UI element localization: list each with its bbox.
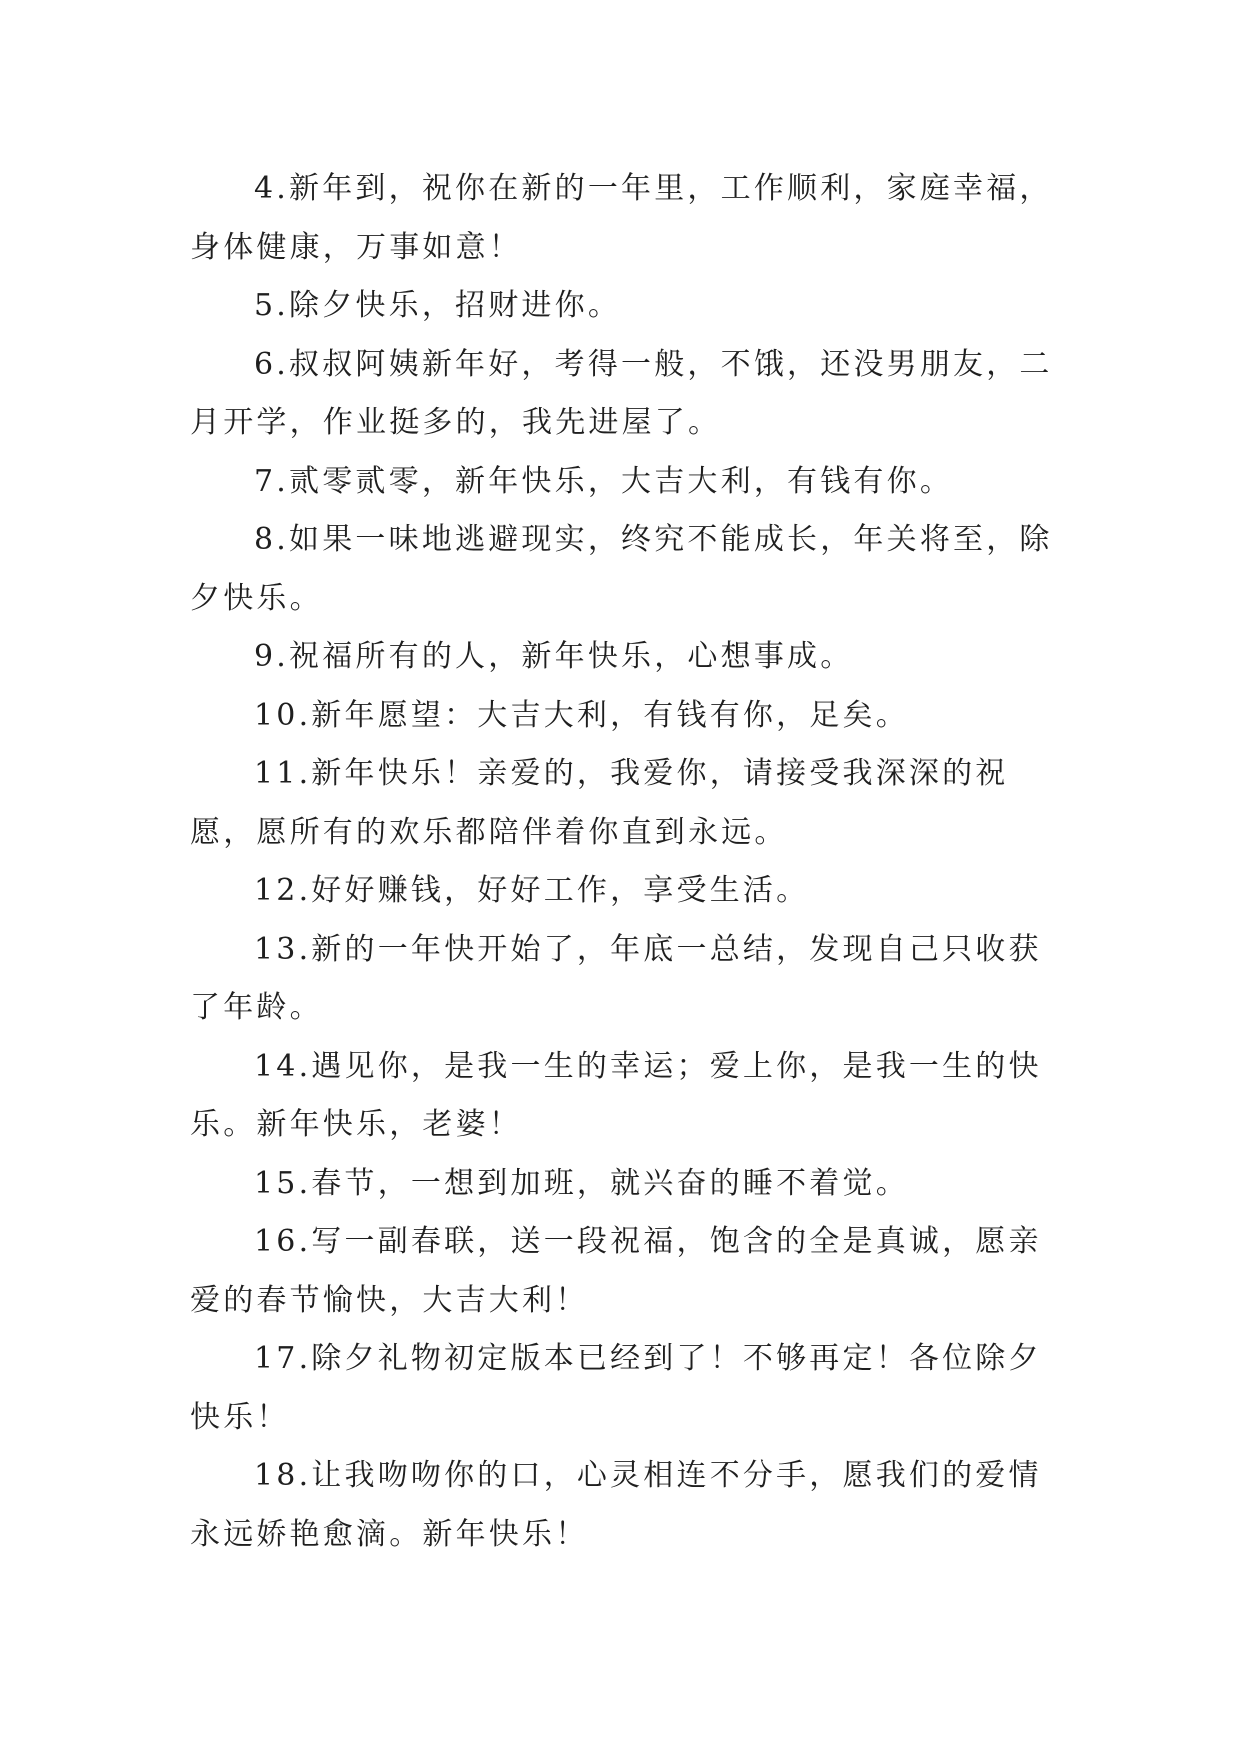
greeting-entry-text: 4.新年到，祝你在新的一年里，工作顺利，家庭幸福，身体健康，万事如意！ [190, 171, 1053, 265]
greeting-entry-text: 8.如果一味地逃避现实，终究不能成长，年关将至，除夕快乐。 [190, 522, 1053, 616]
greeting-entry-6 [190, 336, 1055, 453]
greeting-entry-17 [190, 1330, 1055, 1447]
greeting-entry-text: 16.写一副春联，送一段祝福，饱含的全是真诚，愿亲爱的春节愉快，大吉大利！ [190, 1224, 1042, 1318]
greeting-entry-text: 15.春节，一想到加班，就兴奋的睡不着觉。 [254, 1165, 909, 1201]
greeting-entry-text: 13.新的一年快开始了，年底一总结，发现自己只收获了年龄。 [190, 931, 1042, 1025]
greeting-entry-text: 14.遇见你，是我一生的幸运；爱上你，是我一生的快乐。新年快乐，老婆！ [190, 1048, 1042, 1142]
greeting-entry-9 [190, 628, 1055, 687]
greeting-entry-5 [190, 277, 1055, 336]
greeting-entry-7 [190, 453, 1055, 512]
greeting-entry-8 [190, 511, 1055, 628]
greeting-entry-text: 10.新年愿望：大吉大利，有钱有你，足矣。 [254, 697, 909, 733]
greeting-entry-text: 5.除夕快乐，招财进你。 [254, 288, 622, 323]
greeting-entry-text: 18.让我吻吻你的口，心灵相连不分手，愿我们的爱情永远娇艳愈滴。新年快乐！ [190, 1458, 1042, 1552]
greeting-entry-text: 12.好好赚钱，好好工作，享受生活。 [254, 873, 810, 908]
document-body [190, 160, 1055, 1564]
greeting-entry-text: 9.祝福所有的人，新年快乐，心想事成。 [254, 639, 854, 674]
greeting-entry-12 [190, 862, 1055, 921]
greeting-entry-18 [190, 1447, 1055, 1564]
greeting-entry-11 [190, 745, 1055, 862]
greeting-entry-text: 11.新年快乐！亲爱的，我爱你，请接受我深深的祝愿，愿所有的欢乐都陪伴着你直到永远。 [190, 756, 1009, 850]
greeting-entry-14 [190, 1038, 1055, 1155]
greeting-entry-text: 6.叔叔阿姨新年好，考得一般，不饿，还没男朋友，二月开学，作业挺多的，我先进屋了。 [190, 346, 1053, 440]
greeting-entry-10 [190, 687, 1055, 746]
greeting-entry-text: 7.贰零贰零，新年快乐，大吉大利，有钱有你。 [254, 463, 954, 499]
greeting-entry-13 [190, 921, 1055, 1038]
greeting-entry-text: 17.除夕礼物初定版本已经到了！不够再定！各位除夕快乐！ [190, 1341, 1042, 1435]
greeting-entry-15 [190, 1155, 1055, 1214]
greeting-entry-4 [190, 160, 1055, 277]
greeting-entry-16 [190, 1213, 1055, 1330]
